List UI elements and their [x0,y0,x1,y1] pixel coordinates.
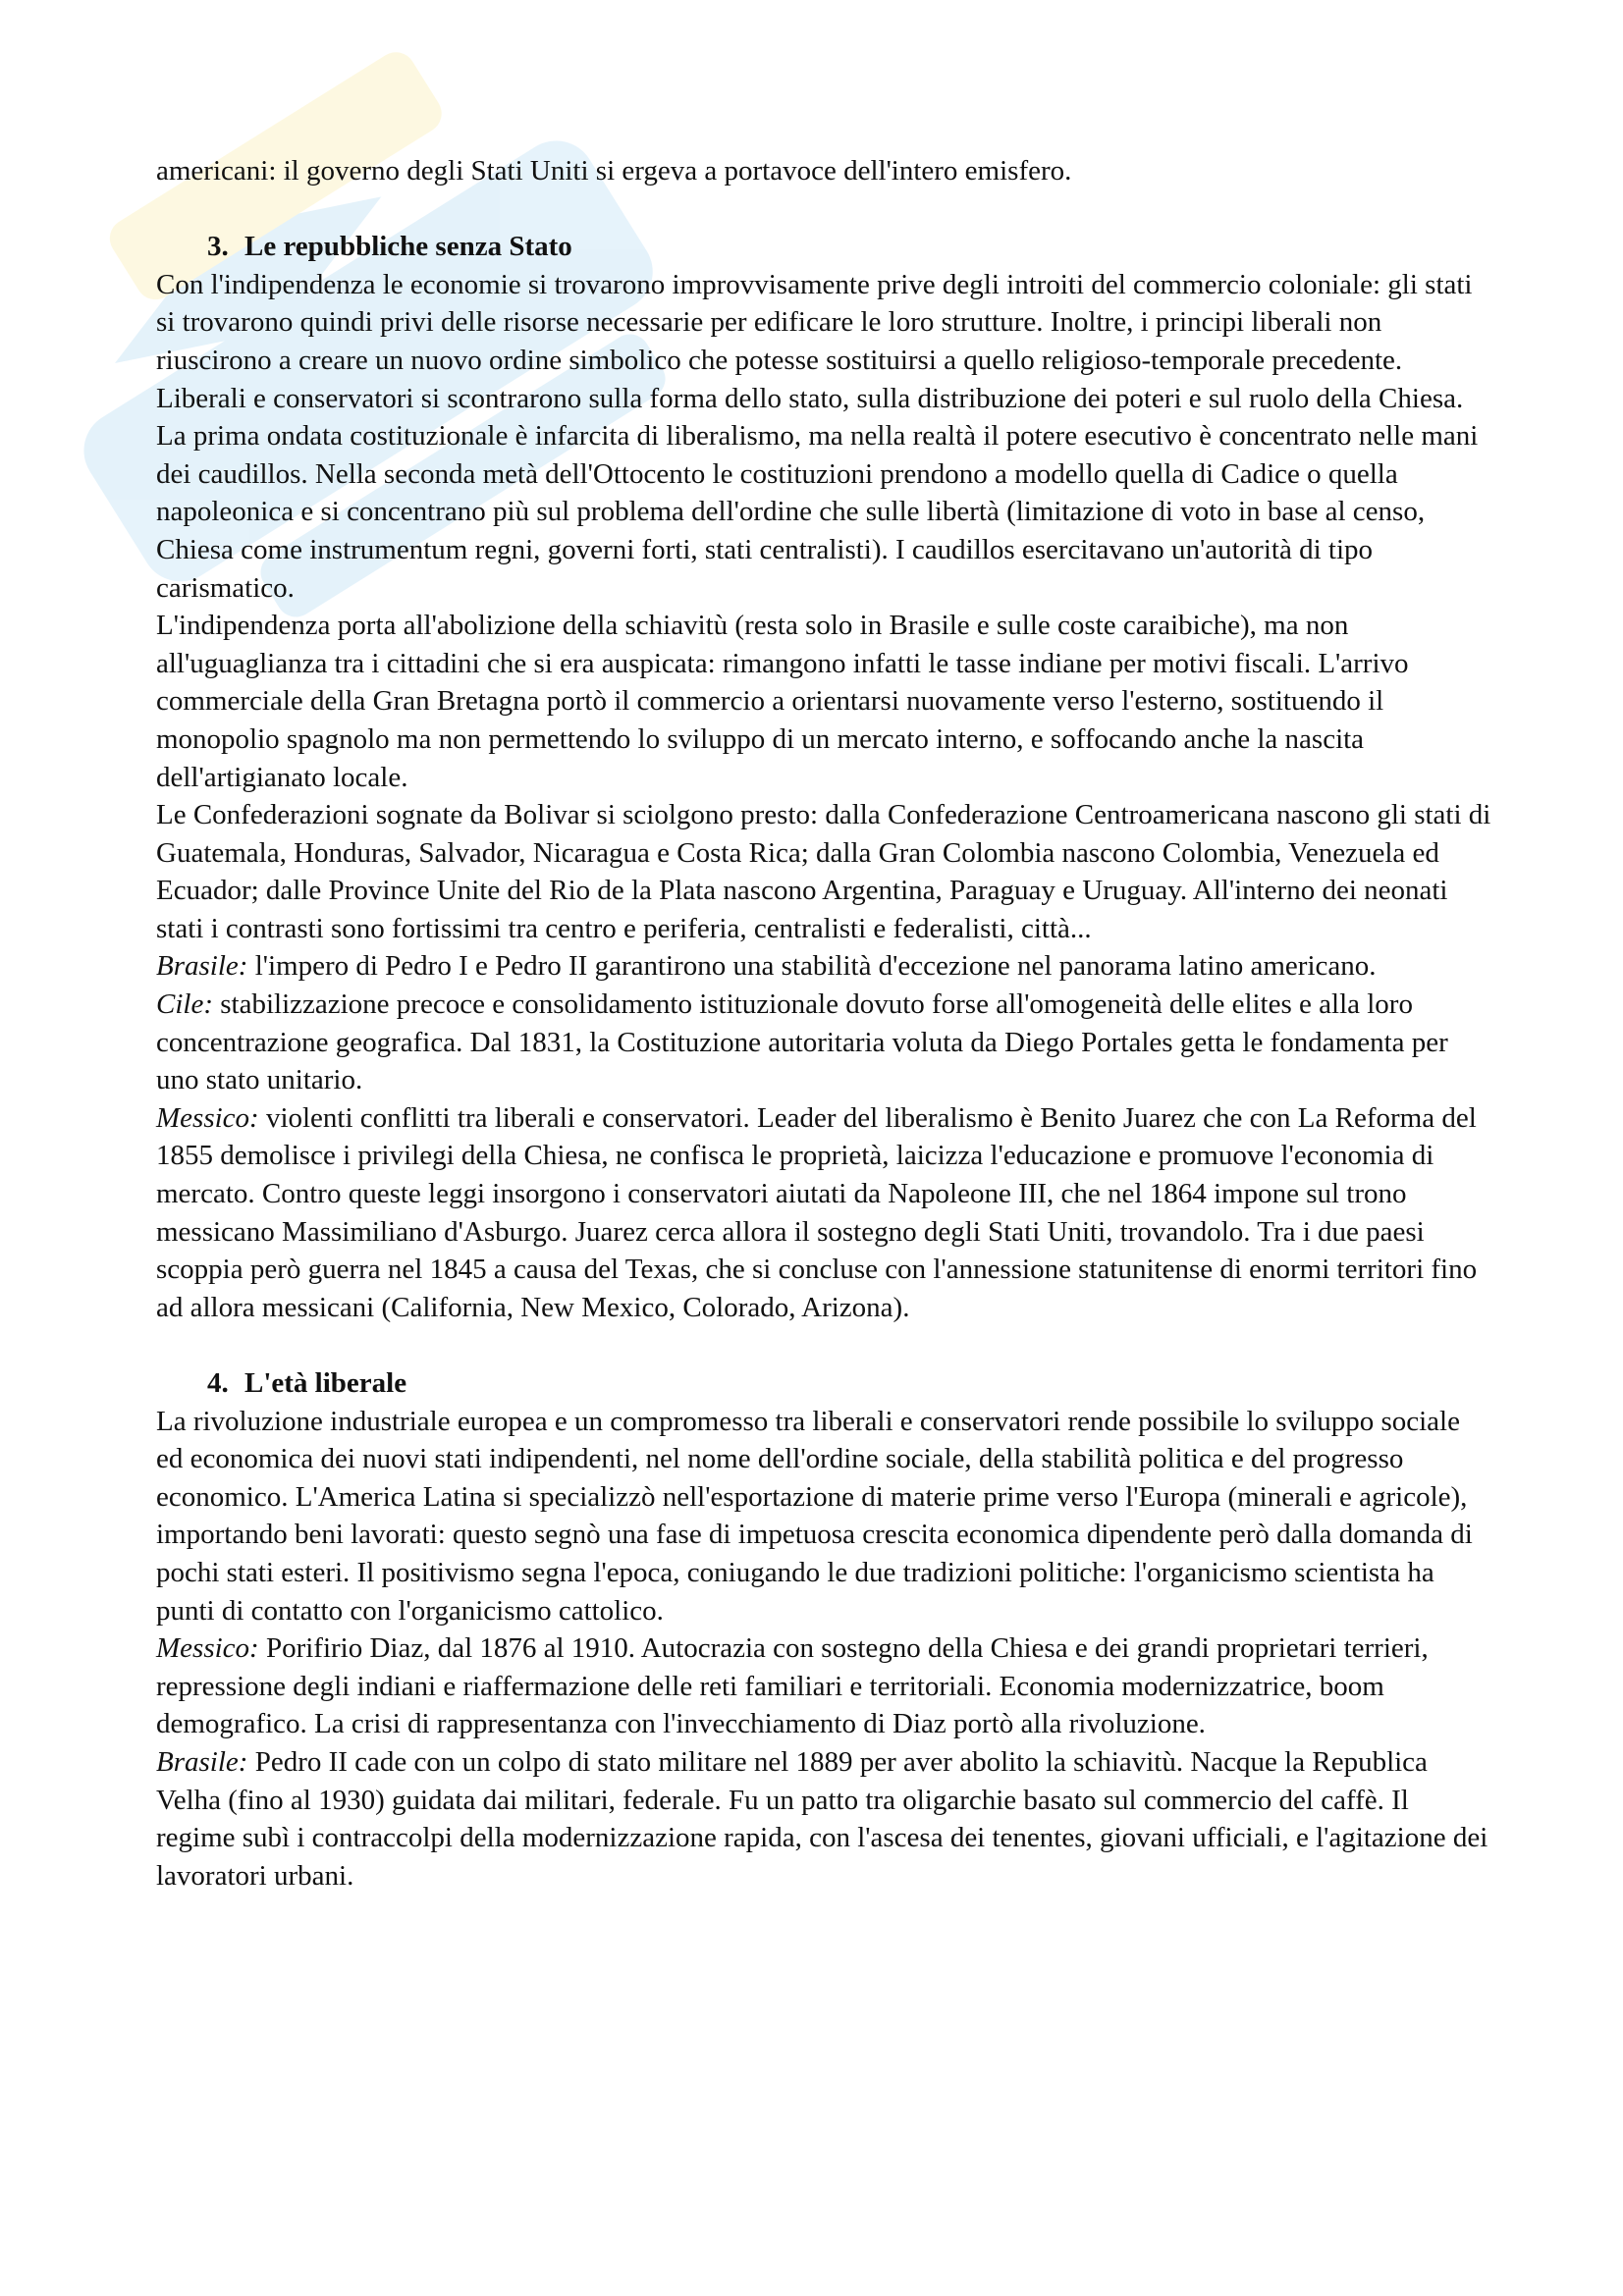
country-text: stabilizzazione precoce e consolidamento istituzionale dovuto forse all'omogeneità delle elites e alla loro concentrazione geografica. Dal 1831, la Costituzione autoritaria voluta da Diego Portales getta le fondamenta per uno stato unitario. [156,988,1448,1096]
country-text: Porifirio Diaz, dal 1876 al 1910. Autocrazia con sostegno della Chiesa e dei grandi proprietari terrieri, repressione degli indiani e riaffermazione delle reti familiari e territoriali. Economia modernizzatrice, boom demografico. La crisi di rappresentanza con l'invecchiamento di Diaz portò alla rivoluzione. [156,1632,1429,1740]
country-label: Brasile: [156,950,248,983]
section-4-paragraph: La rivoluzione industriale europea e un compromesso tra liberali e conservatori rende possibile lo sviluppo sociale ed economica dei nuovi stati indipendenti, nel nome dell'ordine sociale, della stabilità politica e del progresso economico. L'America Latina si specializzò nell'esportazione di materie prime verso l'Europa (minerali e agricole), importando beni lavorati: questo segnò una fase di impetuosa crescita economica dipendente però dalla domanda di pochi stati esteri. Il positivismo segna l'epoca, coniugando le due tradizioni politiche: l'organicismo scientista ha punti di contatto con l'organicismo cattolico. [156,1405,1473,1627]
country-text: violenti conflitti tra liberali e conservatori. Leader del liberalismo è Benito Juarez che con La Reforma del 1855 demolisce i privilegi della Chiesa, ne confisca le proprietà, laicizza l'educazione e promuove l'economia di mercato. Contro queste leggi insorgono i conservatori aiutati da Napoleone III, che nel 1864 impone sul trono messicano Massimiliano d'Asburgo. Juarez cerca allora il sostegno degli Stati Uniti, trovandolo. Tra i due paesi scoppia però guerra nel 1845 a causa del Texas, che si concluse con l'annessione statunitense di enormi territori fino ad allora messicani (California, New Mexico, Colorado, Arizona). [156,1101,1478,1323]
section-3-paragraph: Con l'indipendenza le economie si trovarono improvvisamente prive degli introiti del commercio coloniale: gli stati si trovarono quindi privi delle risorse necessarie per edificare le loro strutture. Inoltre, i principi liberali non riuscirono a creare un nuovo ordine simbolico che potesse sostituirsi a quello religioso-temporale precedente. Liberali e conservatori si scontrarono sulla forma dello stato, sulla distribuzione dei poteri e sul ruolo della Chiesa. [156,268,1473,414]
country-paragraph-messico [156,1629,1491,1743]
country-text: l'impero di Pedro I e Pedro II garantirono una stabilità d'eccezione nel panorama latino americano. [247,950,1377,983]
section-3-paragraph: L'indipendenza porta all'abolizione della schiavitù (resta solo in Brasile e sulle coste caraibiche), ma non all'uguaglianza tra i cittadini che si era auspicata: rimangono infatti le tasse indiane per motivi fiscali. L'arrivo commerciale della Gran Bretagna portò il commercio a orientarsi nuovamente verso l'esterno, sostituendo il monopolio spagnolo ma non permettendo lo sviluppo di un mercato interno, e soffocando anche la nascita dell'artigianato locale. [156,610,1409,793]
country-label: Brasile: [156,1745,248,1778]
section-4-heading [156,1364,1491,1403]
section-number: 4. [207,1367,229,1399]
intro-paragraph: americani: il governo degli Stati Uniti si ergeva a portavoce dell'intero emisfero. [156,155,1072,187]
section-3-paragraph: Le Confederazioni sognate da Bolivar si sciolgono presto: dalla Confederazione Centroamericana nascono gli stati di Guatemala, Honduras, Salvador, Nicaragua e Costa Rica; dalla Gran Colombia nascono Colombia, Venezuela ed Ecuador; dalle Province Unite del Rio de la Plata nascono Argentina, Paraguay e Uruguay. All'interno dei neonati stati i contrasti sono fortissimi tra centro e periferia, centralisti e federalisti, città... [156,799,1491,944]
country-paragraph-cile [156,986,1491,1099]
section-title: L'età liberale [244,1367,407,1399]
country-label: Messico: [156,1101,259,1134]
country-text: Pedro II cade con un colpo di stato militare nel 1889 per aver abolito la schiavitù. Nacque la Republica Velha (fino al 1930) guidata dai militari, federale. Fu un patto tra oligarchie basato sul commercio del caffè. Il regime subì i contraccolpi della modernizzazione rapida, con l'ascesa dei tenentes, giovani ufficiali, e l'agitazione dei lavoratori urbani. [156,1745,1488,1892]
document-page [156,152,1491,1895]
section-number: 3. [207,231,229,263]
country-paragraph-messico [156,1099,1491,1327]
country-label: Messico: [156,1632,259,1665]
spacer [156,190,1491,229]
spacer [156,1326,1491,1364]
country-label: Cile: [156,988,213,1021]
section-3-paragraph: La prima ondata costituzionale è infarcita di liberalismo, ma nella realtà il potere esecutivo è concentrato nelle mani dei caudillos. Nella seconda metà dell'Ottocento le costituzioni prendono a modello quella di Cadice o quella napoleonica e si concentrano più sul problema dell'ordine che sulle libertà (limitazione di voto in base al censo, Chiesa come instrumentum regni, governi forti, stati centralisti). I caudillos esercitavano un'autorità di tipo carismatico. [156,420,1479,604]
section-3-heading [156,228,1491,266]
country-paragraph-brasile [156,947,1491,986]
country-paragraph-brasile [156,1743,1491,1895]
section-title: Le repubbliche senza Stato [244,231,572,263]
